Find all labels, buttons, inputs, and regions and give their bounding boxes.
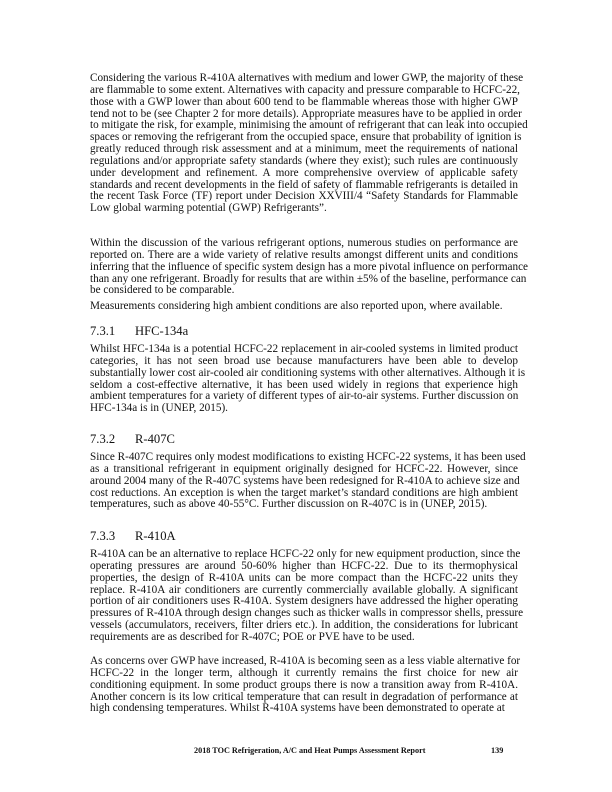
text-line: Whilst HFC-134a is a potential HCFC-22 replacement in air-cooled systems in limited product xyxy=(90,343,518,355)
paragraph-high-ambient xyxy=(90,301,518,313)
paragraph-gwp-concerns xyxy=(90,655,521,715)
paragraph-hfc-134a xyxy=(90,343,526,415)
text-line: the recent Task Force (TF) report under Decision XXVIII/4 “Safety Standards for Flammable xyxy=(90,190,518,203)
section-title: HFC-134a xyxy=(135,324,189,338)
section-heading-7-3-3 xyxy=(90,529,176,543)
text-line: conditioning equipment. In some product groups there is now a transition away from R-410A. xyxy=(90,678,518,691)
text-line: those with a GWP lower than about 600 tend to be flammable whereas those with higher GWP xyxy=(90,95,518,108)
text-line: reported on. There are a wide variety of relative results amongst different units and conditions xyxy=(90,248,518,261)
section-title: R-410A xyxy=(135,529,176,543)
text-line: under development and refinement. A more comprehensive overview of applicable safety xyxy=(90,166,518,179)
text-line: Since R-407C requires only modest modifications to existing HCFC-22 systems, it has been used xyxy=(90,451,526,463)
text-line: around 2004 many of the R-407C systems have been redesigned for R-410A to achieve size and xyxy=(90,474,520,487)
text-line: vessels (accumulators, receivers, filter driers etc.). In addition, the considerations for lubricant xyxy=(90,619,518,632)
text-line: ambient temperatures for a variety of different types of air-to-air systems. Further discussion on xyxy=(90,390,519,403)
paragraph-r-410a xyxy=(90,548,524,644)
text-line: pressures of R-410A through design changes such as thicker walls in compressor shells, pressure xyxy=(90,607,524,620)
text-line: be considered to be comparable. xyxy=(90,284,235,297)
text-line: cost reductions. An exception is when the target market’s standard conditions are high ambient xyxy=(90,486,518,499)
text-line: than any one refrigerant. Broadly for results that are within ±5% of the baseline, performance can xyxy=(90,272,527,285)
footer-report-title: 2018 TOC Refrigeration, A/C and Heat Pumps Assessment Report xyxy=(194,746,426,755)
section-heading-7-3-1 xyxy=(90,324,188,338)
text-line: categories, it has not seen broad use because manufacturers have been able to develop xyxy=(90,354,518,367)
text-line: standards and recent developments in the field of safety of flammable refrigerants is detailed in xyxy=(90,178,518,191)
text-line: Measurements considering high ambient conditions are also reported upon, where available. xyxy=(90,300,503,312)
text-line: substantially lower cost air-cooled air conditioning systems with other alternatives. Although it is xyxy=(90,366,526,379)
text-line: inferring that the influence of specific system design has a more pivotal influence on performance xyxy=(90,260,529,273)
text-line: Considering the various R-410A alternatives with medium and lower GWP, the majority of these xyxy=(90,72,524,84)
text-line: Another concern is its low critical temperature that can result in degradation of performance at xyxy=(90,690,518,703)
text-line: replace. R-410A air conditioners are currently commercially available globally. A significant xyxy=(90,583,518,596)
paragraph-intro-flammability xyxy=(90,72,528,215)
text-line: to mitigate the risk, for example, minimising the amount of refrigerant that can leak into occupied xyxy=(90,119,528,132)
text-line: tend not to be (see Chapter 2 for more details). Appropriate measures have to be applied in order xyxy=(90,107,522,120)
page-number: 139 xyxy=(491,746,504,755)
text-line: as a transitional refrigerant in equipment originally designed for HCFC-22. However, since xyxy=(90,462,518,475)
section-number: 7.3.3 xyxy=(90,529,116,543)
text-line: spaces or removing the refrigerant from the occupied space, ensure that probability of ignition is xyxy=(90,131,522,144)
paragraph-r-407c xyxy=(90,451,526,511)
text-line: R-410A can be an alternative to replace HCFC-22 only for new equipment production, since the xyxy=(90,548,521,560)
section-title: R-407C xyxy=(135,432,175,446)
text-line: As concerns over GWP have increased, R-410A is becoming seen as a less viable alternative for xyxy=(90,655,521,667)
text-line: seldom a cost-effective alternative, it has been used widely in regions that experience high xyxy=(90,378,518,391)
text-line: HCFC-22 in the longer term, although it currently remains the first choice for new air xyxy=(90,666,518,679)
text-line: temperatures, such as above 40-55°C. Further discussion on R-407C is in (UNEP, 2015). xyxy=(90,498,488,511)
text-line: are flammable to some extent. Alternatives with capacity and pressure comparable to HCFC-22, xyxy=(90,83,520,96)
text-line: HFC-134a is in (UNEP, 2015). xyxy=(90,402,228,415)
text-line: high condensing temperatures. Whilst R-410A systems have been demonstrated to operate at xyxy=(90,702,505,715)
text-line: regulations and/or appropriate safety standards (where they exist); such rules are continuously xyxy=(90,154,518,167)
text-line: operating pressures are around 50-60% higher than HCFC-22. Due to its thermophysical xyxy=(90,559,518,572)
text-line: requirements are as described for R-407C; POE or PVE have to be used. xyxy=(90,630,415,643)
text-line: properties, the design of R-410A units can be more compact than the HCFC-22 units they xyxy=(90,571,518,584)
text-line: Low global warming potential (GWP) Refrigerants”. xyxy=(90,202,327,215)
paragraph-performance-studies xyxy=(90,237,529,297)
text-line: portion of air conditioners uses R-410A. System designers have addressed the higher operating xyxy=(90,595,518,608)
section-number: 7.3.1 xyxy=(90,324,116,338)
text-line: greatly reduced through risk assessment and at a minimum, meet the requirements of national xyxy=(90,143,518,156)
section-heading-7-3-2 xyxy=(90,432,175,446)
section-number: 7.3.2 xyxy=(90,432,116,446)
text-line: Within the discussion of the various refrigerant options, numerous studies on performance are xyxy=(90,237,518,249)
